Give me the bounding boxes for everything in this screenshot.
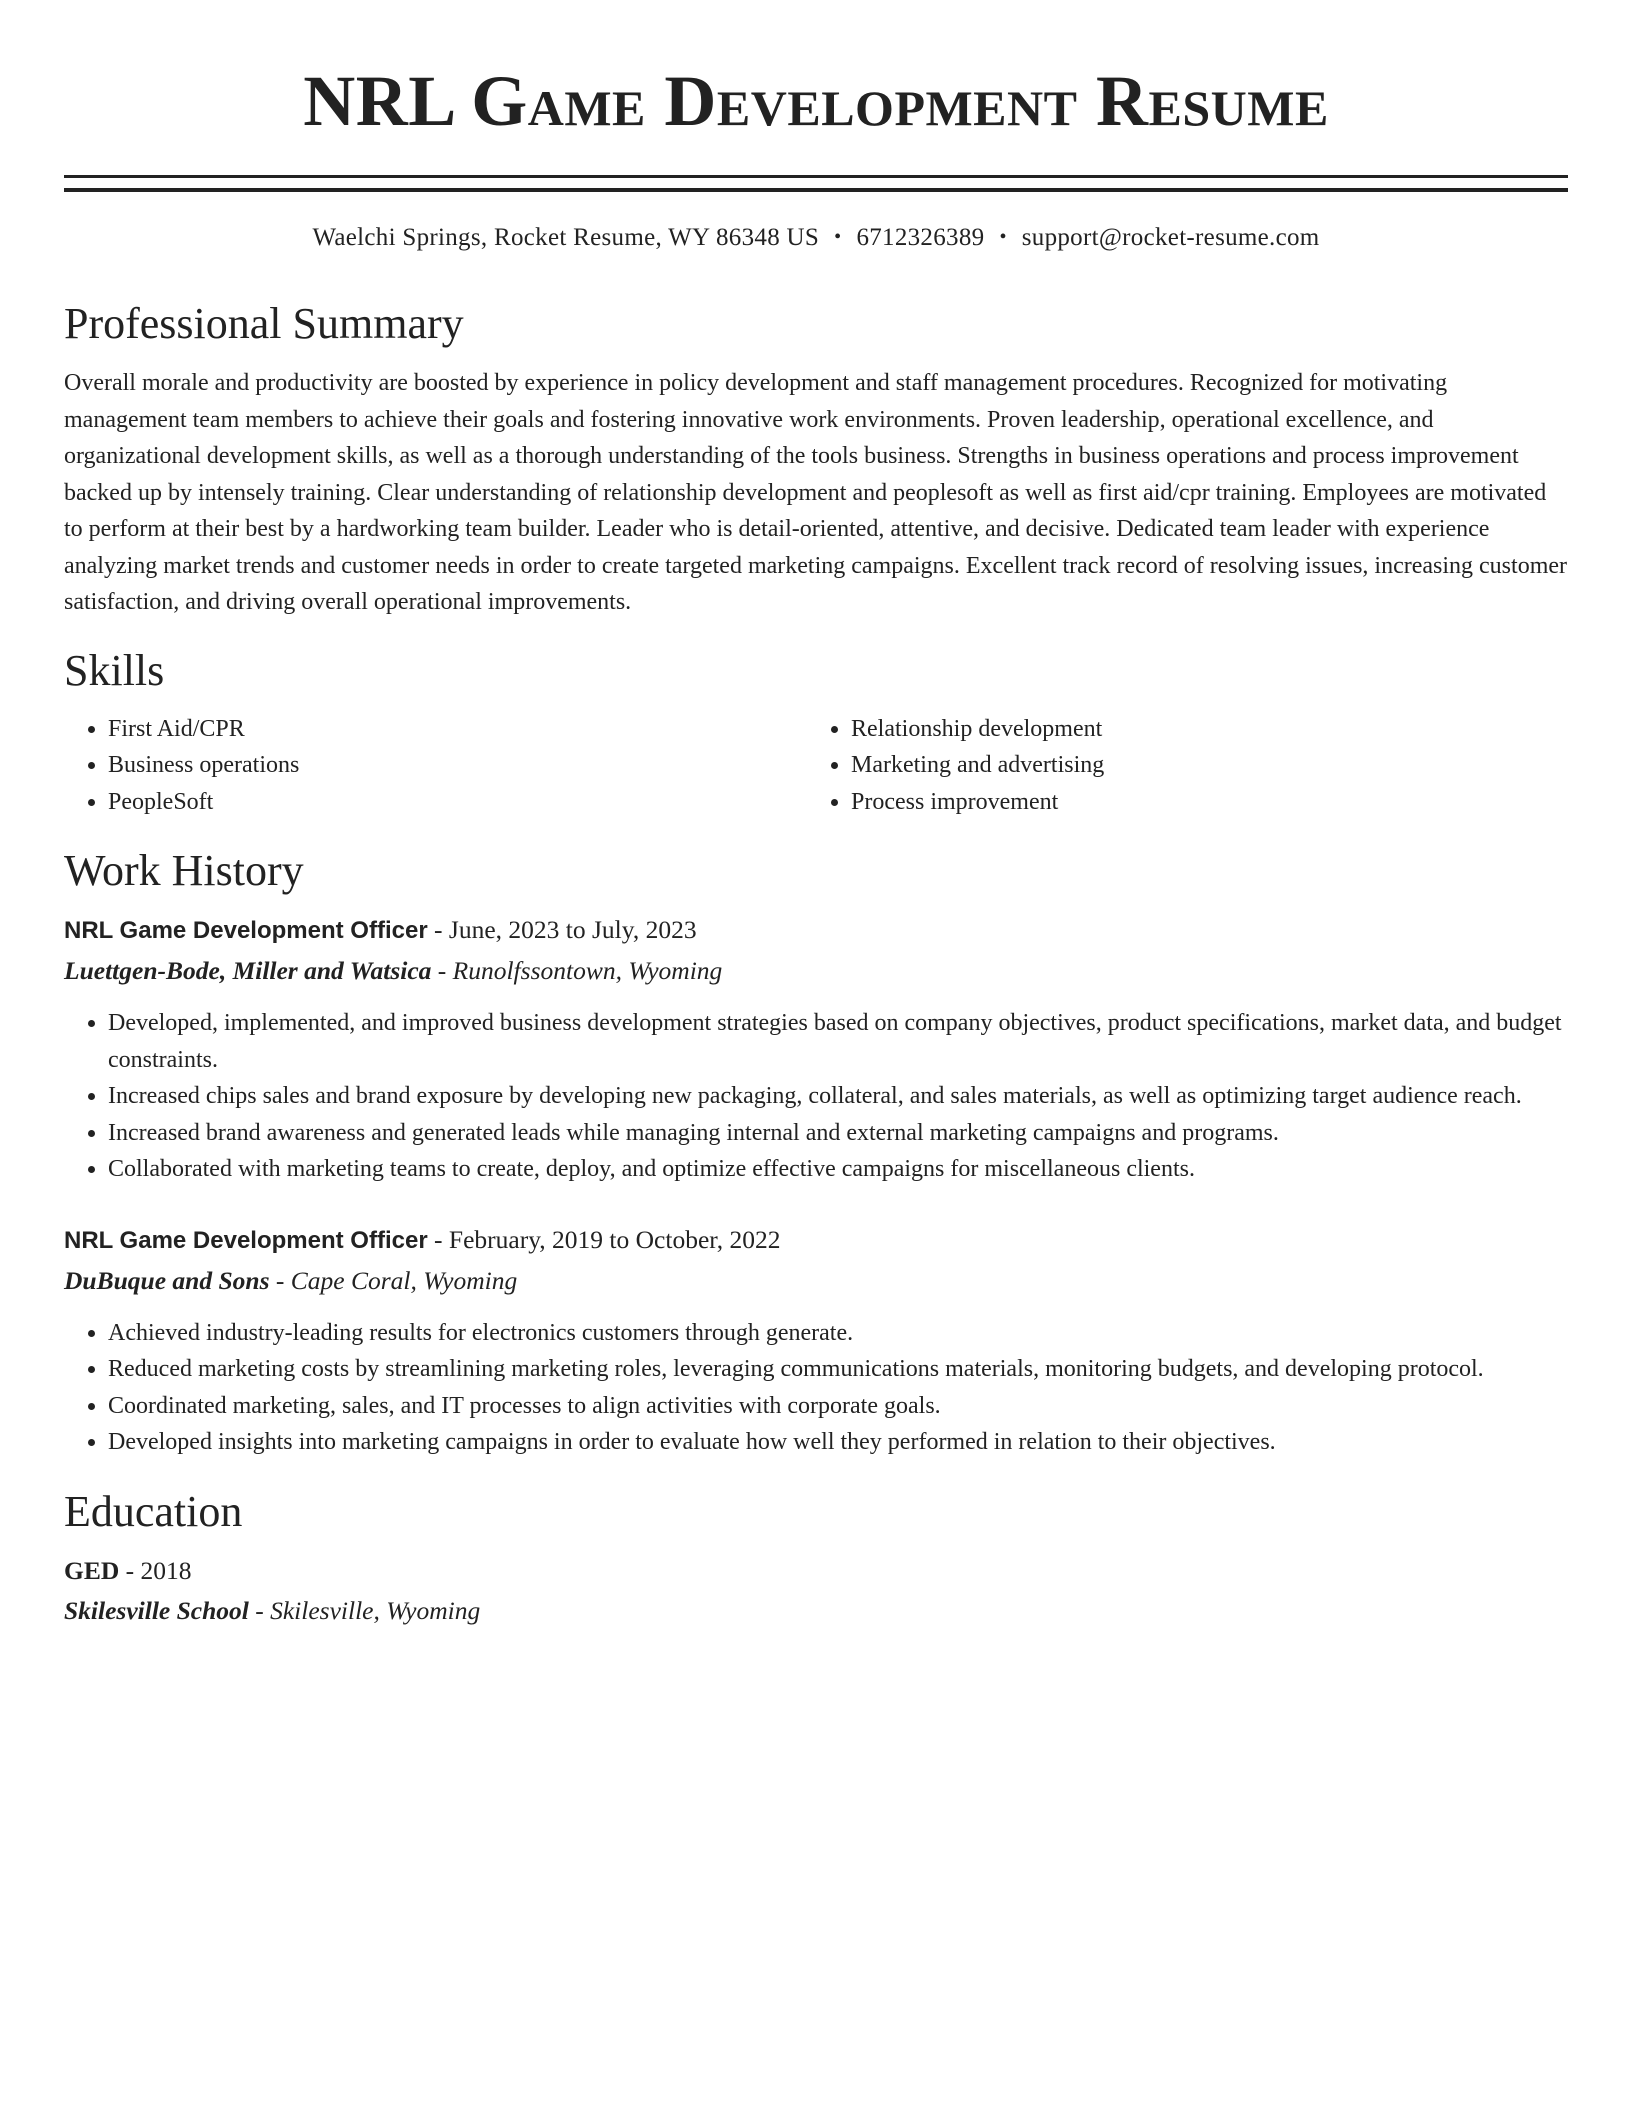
education-school-line — [64, 1593, 1568, 1629]
job-title: NRL Game Development Officer — [64, 1226, 428, 1254]
title-divider — [64, 175, 1568, 192]
job-company: Luettgen-Bode, Miller and Watsica — [64, 956, 432, 985]
job-bullet: • Developed insights into marketing campaigns in order to evaluate how well they performed in relation to their objectives. — [108, 1424, 1568, 1461]
contact-separator: • — [999, 226, 1007, 248]
skill-item: • Business operations — [108, 747, 807, 784]
job-company: DuBuque and Sons — [64, 1265, 270, 1295]
education-heading: Education — [64, 1486, 243, 1536]
skills-list — [64, 711, 1568, 821]
job-location: - Cape Coral, Wyoming — [269, 1265, 518, 1295]
education-location: - Skilesville, Wyoming — [248, 1595, 481, 1625]
summary-heading: Professional Summary — [64, 299, 464, 348]
education-school: Skilesville School — [64, 1595, 249, 1625]
job-bullet: • Increased chips sales and brand exposure by developing new packaging, collateral, and sales materials, as well as optimizing target audience reach. — [108, 1078, 1568, 1115]
job-bullet: • Developed, implemented, and improved business development strategies based on company objectives, product specifications, market data, and budget constraints. — [108, 1005, 1568, 1078]
job-bullets — [64, 1005, 1568, 1188]
job-bullet: • Achieved industry-leading results for electronics customers through generate. — [108, 1315, 1568, 1352]
skill-item: • PeopleSoft — [108, 784, 807, 821]
job-bullet: • Coordinated marketing, sales, and IT processes to align activities with corporate goals. — [108, 1388, 1568, 1425]
job-bullet: • Increased brand awareness and generated leads while managing internal and external marketing campaigns and programs. — [108, 1115, 1568, 1152]
job-title-line — [64, 1222, 1568, 1259]
skill-item: • Relationship development — [851, 711, 1550, 748]
job-bullet: • Collaborated with marketing teams to create, deploy, and optimize effective campaigns for miscellaneous clients. — [108, 1151, 1568, 1188]
skill-item: • First Aid/CPR — [108, 711, 807, 748]
job-dates: - February, 2019 to October, 2022 — [427, 1224, 781, 1254]
job-bullet: • Reduced marketing costs by streamlining marketing roles, leveraging communications materials, monitoring budgets, and developing protocol. — [108, 1351, 1568, 1388]
skills-heading: Skills — [64, 645, 165, 695]
work-history-heading: Work History — [64, 846, 304, 895]
contact-line — [64, 222, 1568, 253]
job-entry — [64, 1222, 1568, 1461]
education-degree-line — [64, 1553, 1568, 1589]
job-title-line — [64, 912, 1568, 949]
education-year: - 2018 — [119, 1555, 192, 1585]
job-location: - Runolfssontown, Wyoming — [431, 956, 723, 985]
contact-address: Waelchi Springs, Rocket Resume, WY 86348 US — [312, 224, 820, 251]
contact-phone: 6712326389 — [856, 224, 985, 251]
job-title: NRL Game Development Officer — [64, 917, 428, 944]
skill-item: • Process improvement — [851, 784, 1550, 821]
page-title: NRL Game Development Resume — [303, 61, 1329, 141]
skills-column-left — [64, 711, 807, 821]
summary-text: Overall morale and productivity are boosted by experience in policy development and staff management procedures. Recognized for motivating management team members to achieve their goals and fostering innovative work environments. Proven leadership, operational excellence, and organizational development skills, as well as a thorough understanding of the tools business. Strengths in business operations and process improvement backed up by intensely training. Clear understanding of relationship development and peoplesoft as well as first aid/cpr training. Employees are motivated to perform at their best by a hardworking team builder. Leader who is detail-oriented, attentive, and decisive. Dedicated team leader with experience analyzing market trends and customer needs in order to create targeted marketing campaigns. Excellent track record of resolving issues, increasing customer satisfaction, and driving overall operational improvements. — [64, 370, 1567, 615]
job-company-line — [64, 1263, 1568, 1299]
contact-email: support@rocket-resume.com — [1021, 224, 1320, 251]
skill-item: • Marketing and advertising — [851, 747, 1550, 784]
job-dates: - June, 2023 to July, 2023 — [427, 915, 697, 944]
education-degree: GED — [64, 1555, 120, 1585]
contact-separator: • — [834, 226, 842, 248]
job-bullets — [64, 1315, 1568, 1461]
job-company-line — [64, 953, 1568, 989]
job-entry — [64, 912, 1568, 1188]
skills-column-right — [807, 711, 1550, 821]
